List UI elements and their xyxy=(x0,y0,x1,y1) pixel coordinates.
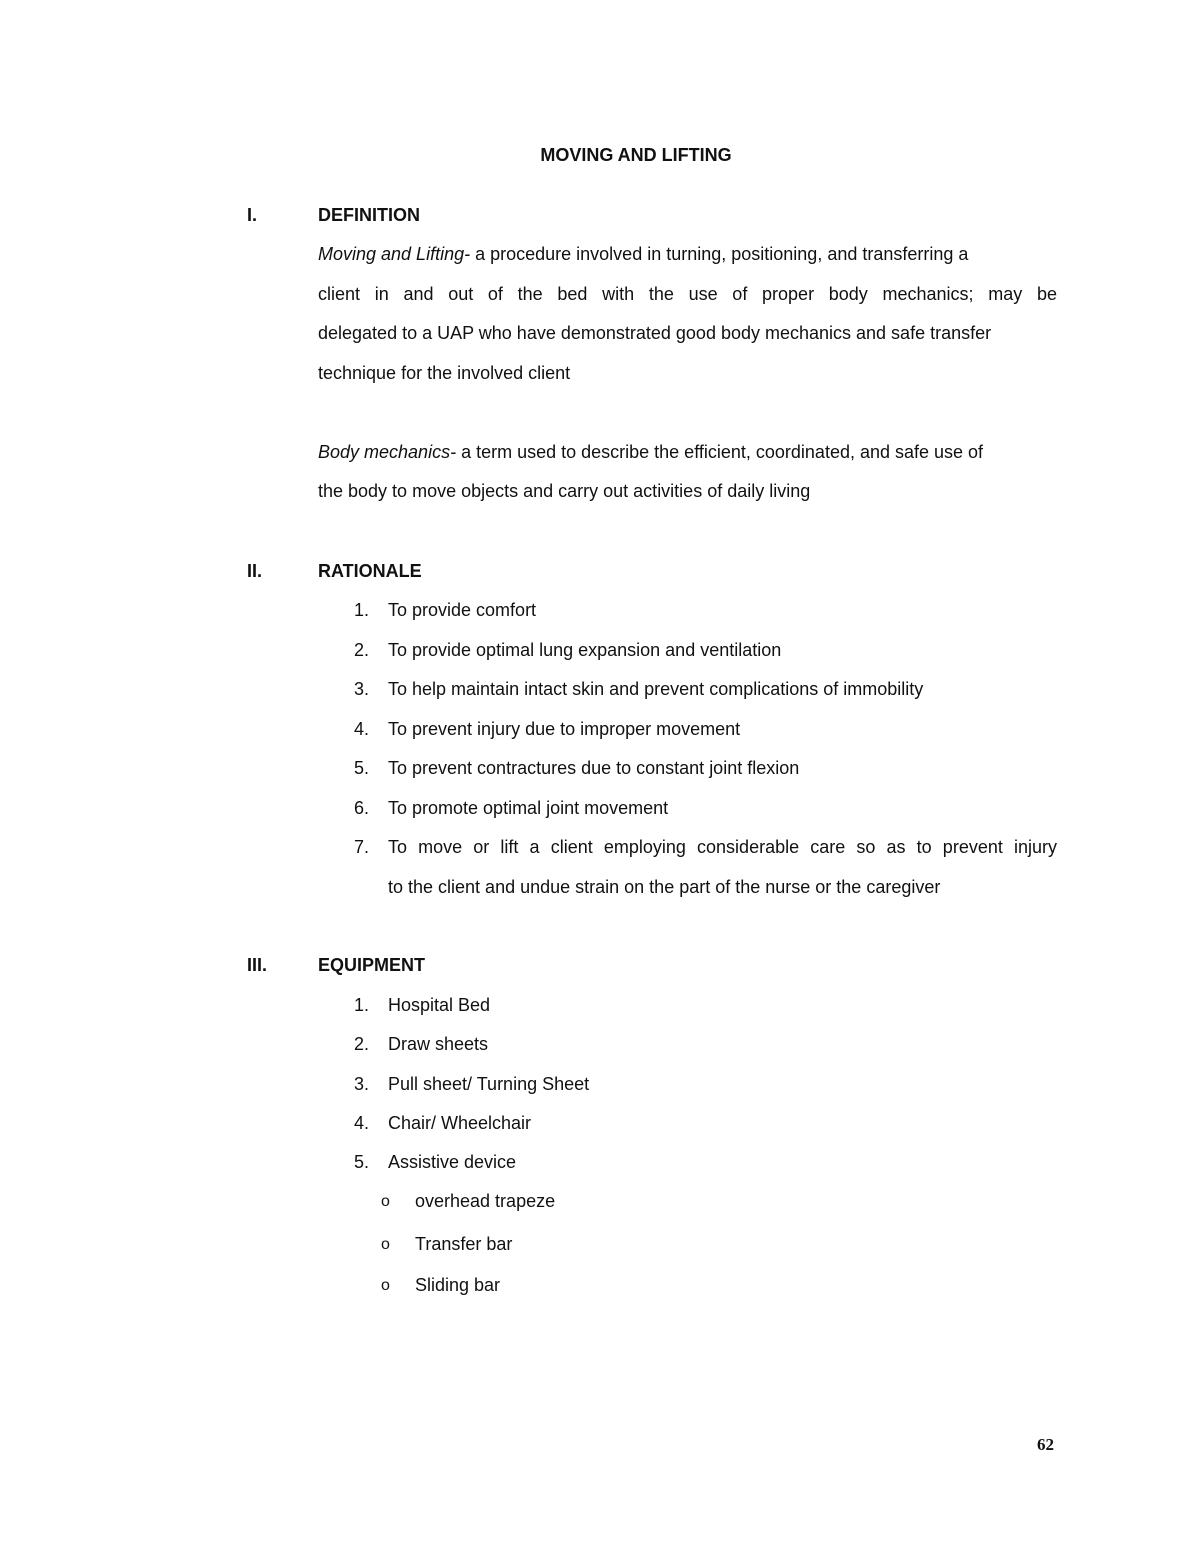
list-text: Hospital Bed xyxy=(388,995,491,1015)
sub-list-text: overhead trapeze xyxy=(415,1191,556,1211)
list-number: 2. xyxy=(354,1034,370,1054)
list-number: 3. xyxy=(354,679,370,699)
sub-list-text: Sliding bar xyxy=(415,1275,501,1295)
section-numeral: III. xyxy=(247,955,268,975)
list-text: To prevent contractures due to constant joint flexion xyxy=(388,758,800,778)
list-number: 1. xyxy=(354,995,370,1015)
list-text: To provide optimal lung expansion and ventilation xyxy=(388,640,782,660)
list-text: Pull sheet/ Turning Sheet xyxy=(388,1074,590,1094)
section-heading: DEFINITION xyxy=(318,205,420,225)
definition-text: a procedure involved in turning, positioning, and transferring a xyxy=(470,244,969,264)
bullet-icon: o xyxy=(381,1277,390,1294)
paragraph-line: technique for the involved client xyxy=(318,363,571,383)
list-number: 1. xyxy=(354,600,370,620)
section-heading: RATIONALE xyxy=(318,561,422,581)
list-number: 6. xyxy=(354,798,370,818)
list-number: 4. xyxy=(354,1113,370,1133)
list-text: To help maintain intact skin and prevent complications of immobility xyxy=(388,679,924,699)
list-text-continuation: to the client and undue strain on the part of the nurse or the caregiver xyxy=(388,877,941,897)
list-number: 5. xyxy=(354,1152,370,1172)
list-number: 4. xyxy=(354,719,370,739)
list-text: To move or lift a client employing considerable care so as to prevent injury xyxy=(388,837,1057,857)
list-text: To promote optimal joint movement xyxy=(388,798,669,818)
list-text: To provide comfort xyxy=(388,600,537,620)
sub-list-text: Transfer bar xyxy=(415,1234,513,1254)
section-numeral: I. xyxy=(247,205,258,225)
list-text: To prevent injury due to improper movement xyxy=(388,719,741,739)
paragraph-line xyxy=(318,442,1057,463)
section-numeral: II. xyxy=(247,561,263,581)
list-number: 2. xyxy=(354,640,370,660)
paragraph-line: the body to move objects and carry out activities of daily living xyxy=(318,481,811,501)
document-title: MOVING AND LIFTING xyxy=(540,145,732,165)
section-heading: EQUIPMENT xyxy=(318,955,426,975)
list-text: Draw sheets xyxy=(388,1034,489,1054)
list-text: Chair/ Wheelchair xyxy=(388,1113,532,1133)
paragraph-line: client in and out of the bed with the use of proper body mechanics; may be xyxy=(318,284,1057,304)
defined-term: Body mechanics- xyxy=(318,442,457,462)
paragraph-line: delegated to a UAP who have demonstrated good body mechanics and safe transfer xyxy=(318,323,992,343)
definition-text: a term used to describe the efficient, coordinated, and safe use of xyxy=(456,442,984,462)
paragraph-line xyxy=(318,244,1057,265)
bullet-icon: o xyxy=(381,1236,390,1253)
list-number: 3. xyxy=(354,1074,370,1094)
list-text: Assistive device xyxy=(388,1152,517,1172)
list-number: 7. xyxy=(354,837,370,857)
page-number: 62 xyxy=(1037,1435,1054,1454)
defined-term: Moving and Lifting- xyxy=(318,244,471,264)
list-number: 5. xyxy=(354,758,370,778)
bullet-icon: o xyxy=(381,1193,390,1210)
